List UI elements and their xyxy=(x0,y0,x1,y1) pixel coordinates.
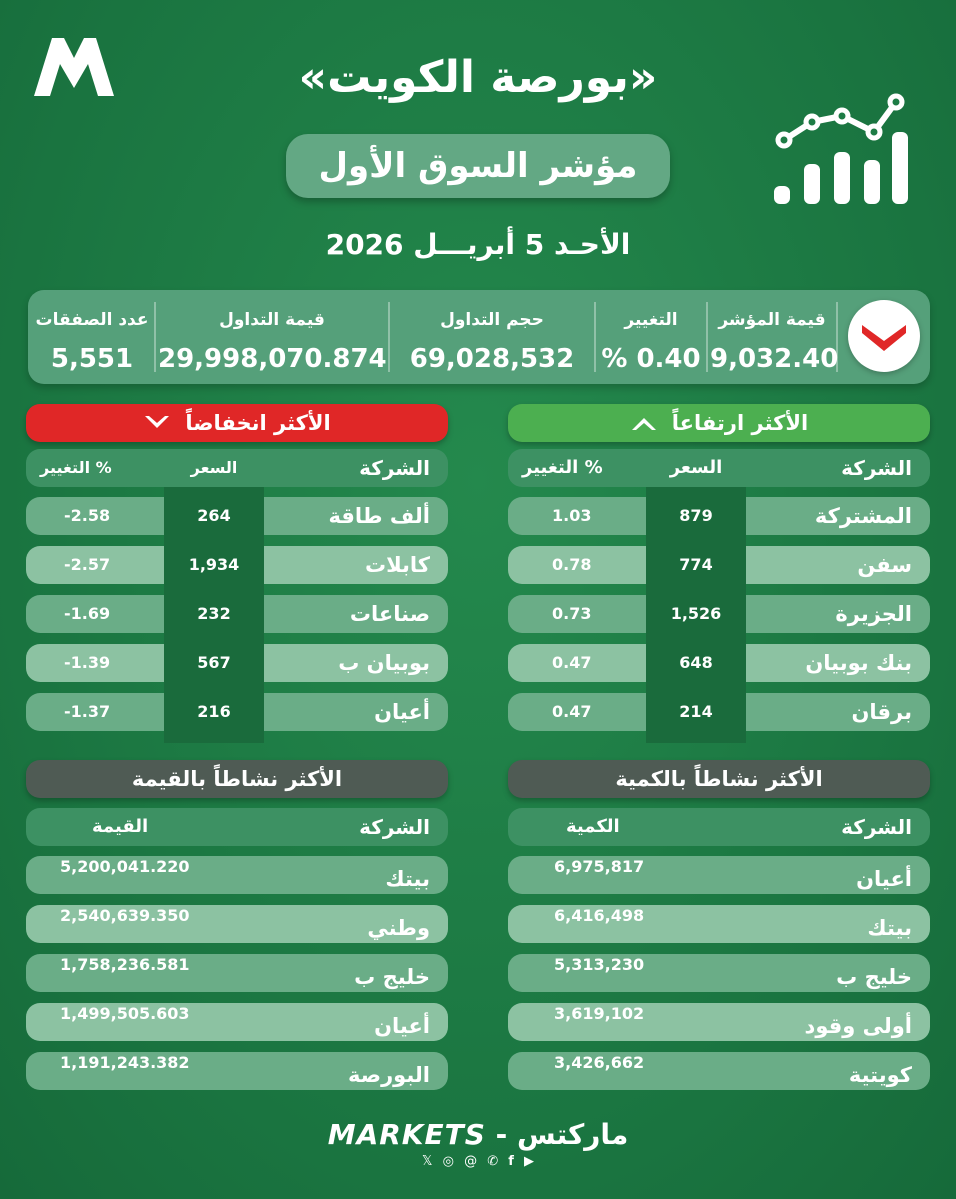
table-row xyxy=(508,1003,930,1041)
table-row xyxy=(508,954,930,992)
change-cell: 0.78 xyxy=(552,555,592,574)
gainers-table xyxy=(508,449,930,743)
col-price: السعر xyxy=(190,458,238,477)
price-cell: 216 xyxy=(164,693,264,731)
by-value-title: الأكثر نشاطاً بالقيمة xyxy=(131,767,343,791)
col-change: التغيير % xyxy=(522,457,603,478)
by-value-table xyxy=(26,808,448,1090)
facebook-icon[interactable]: f xyxy=(508,1154,514,1169)
by-quantity-title: الأكثر نشاطاً بالكمية xyxy=(615,767,823,791)
table-row xyxy=(508,856,930,894)
company-name: أولى وقود xyxy=(804,1014,912,1038)
losers-title: الأكثر انخفاضاً xyxy=(185,411,331,435)
change-cell: 0.47 xyxy=(552,702,592,721)
index-stats-bar xyxy=(28,290,930,384)
change-cell: -1.69 xyxy=(64,604,111,623)
stat-label: التغيير xyxy=(624,310,678,330)
table-header-row xyxy=(508,808,930,846)
price-cell: 648 xyxy=(646,644,746,682)
stat-label: عدد الصفقات xyxy=(35,310,149,330)
stat-value: 69,028,532 xyxy=(409,344,575,374)
table-row xyxy=(26,644,448,682)
stat-label: قيمة التداول xyxy=(219,310,325,330)
table-row xyxy=(508,644,930,682)
company-name: خليج ب xyxy=(836,965,912,989)
down-chevron-icon xyxy=(848,300,920,372)
price-cell: 1,526 xyxy=(646,595,746,633)
stat-label: قيمة المؤشر xyxy=(718,310,826,330)
page-title: «بورصة الكويت» xyxy=(298,52,658,103)
stat-value: % 0.40 xyxy=(601,344,701,374)
brand-arabic: ماركتس xyxy=(517,1118,629,1151)
table-row xyxy=(26,954,448,992)
col-price: السعر xyxy=(669,457,723,478)
table-row xyxy=(508,1052,930,1090)
table-row xyxy=(26,693,448,731)
change-cell: 0.47 xyxy=(552,653,592,672)
company-name: كابلات xyxy=(364,553,430,577)
company-name: أعيان xyxy=(374,700,430,724)
amount-cell: 5,200,041.220 xyxy=(60,857,190,876)
amount-cell: 2,540,639.350 xyxy=(60,906,190,925)
stat-value: 9,032.40 xyxy=(710,344,839,374)
stat-deals xyxy=(32,290,152,384)
col-amount: الكمية xyxy=(566,816,620,837)
company-name: سفن xyxy=(857,553,912,577)
company-name: المشتركة xyxy=(814,504,912,528)
table-row xyxy=(26,546,448,584)
date-label: الأحـد 5 أبريـــل 2026 xyxy=(325,228,631,261)
company-name: بيتك xyxy=(385,867,430,891)
gainers-header xyxy=(508,404,930,442)
company-name: الجزيرة xyxy=(835,602,912,626)
whatsapp-icon[interactable]: ✆ xyxy=(487,1154,499,1169)
instagram-icon[interactable]: ◎ xyxy=(442,1154,454,1169)
table-row xyxy=(26,595,448,633)
company-name: ألف طاقة xyxy=(328,504,430,528)
company-name: خليج ب xyxy=(354,965,430,989)
youtube-icon[interactable]: ▶ xyxy=(524,1154,535,1169)
amount-cell: 6,416,498 xyxy=(554,906,645,925)
amount-cell: 3,426,662 xyxy=(554,1053,645,1072)
by-quantity-header xyxy=(508,760,930,798)
price-cell: 774 xyxy=(646,546,746,584)
company-name: بيتك xyxy=(867,916,912,940)
col-company: الشركة xyxy=(841,456,912,480)
losers-table xyxy=(26,449,448,743)
col-company: الشركة xyxy=(359,456,430,480)
stat-index-value xyxy=(710,290,839,384)
table-row xyxy=(26,1052,448,1090)
stat-value: 29,998,070.874 xyxy=(158,344,387,374)
amount-cell: 1,499,505.603 xyxy=(60,1004,190,1023)
up-chevron-icon xyxy=(630,414,658,432)
stat-label: حجم التداول xyxy=(440,310,544,330)
change-cell: 0.73 xyxy=(552,604,592,623)
change-cell: -2.57 xyxy=(64,555,111,574)
table-row xyxy=(508,693,930,731)
table-row xyxy=(508,546,930,584)
col-company: الشركة xyxy=(841,815,912,839)
table-header-row xyxy=(508,449,930,487)
table-row xyxy=(508,497,930,535)
table-header-row xyxy=(26,449,448,487)
col-company: الشركة xyxy=(359,815,430,839)
amount-cell: 6,975,817 xyxy=(554,857,645,876)
amount-cell: 5,313,230 xyxy=(554,955,645,974)
col-amount: القيمة xyxy=(92,816,149,837)
table-row xyxy=(508,905,930,943)
table-header-row xyxy=(26,808,448,846)
table-row xyxy=(26,856,448,894)
by-value-header xyxy=(26,760,448,798)
col-change: التغيير % xyxy=(40,458,112,477)
amount-cell: 3,619,102 xyxy=(554,1004,645,1023)
change-cell: -1.37 xyxy=(64,702,111,721)
change-cell: 1.03 xyxy=(552,506,592,525)
price-cell: 567 xyxy=(164,644,264,682)
company-name: برقان xyxy=(851,700,912,724)
amount-cell: 1,191,243.382 xyxy=(60,1053,190,1072)
company-name: كويتية xyxy=(848,1063,912,1087)
table-row xyxy=(26,497,448,535)
brand-separator: - xyxy=(495,1118,508,1151)
company-name: أعيان xyxy=(374,1014,430,1038)
losers-header xyxy=(26,404,448,442)
change-cell: -1.39 xyxy=(64,653,111,672)
table-row xyxy=(508,595,930,633)
price-cell: 264 xyxy=(164,497,264,535)
company-name: البورصة xyxy=(348,1063,430,1087)
growth-chart-icon xyxy=(772,92,908,204)
company-name: بنك بوبيان xyxy=(805,651,912,675)
stat-value: 5,551 xyxy=(50,344,134,374)
price-cell: 1,934 xyxy=(164,546,264,584)
down-chevron-icon xyxy=(143,414,171,432)
price-cell: 232 xyxy=(164,595,264,633)
by-quantity-table xyxy=(508,808,930,1090)
footer-brand xyxy=(0,1118,956,1151)
change-cell: -2.58 xyxy=(64,506,111,525)
price-cell: 214 xyxy=(646,693,746,731)
gainers-title: الأكثر ارتفاعاً xyxy=(671,411,809,435)
x-icon[interactable]: 𝕏 xyxy=(421,1154,433,1169)
company-name: وطني xyxy=(367,916,430,940)
brand-english: MARKETS xyxy=(327,1118,486,1151)
stat-change xyxy=(598,290,704,384)
price-cell: 879 xyxy=(646,497,746,535)
threads-icon[interactable]: @ xyxy=(464,1154,478,1169)
index-name-badge: مؤشر السوق الأول xyxy=(286,134,670,198)
company-name: أعيان xyxy=(856,867,912,891)
stat-trade-value xyxy=(158,290,386,384)
amount-cell: 1,758,236.581 xyxy=(60,955,190,974)
table-row xyxy=(26,1003,448,1041)
company-name: صناعات xyxy=(349,602,430,626)
social-links xyxy=(0,1154,956,1169)
stat-volume xyxy=(392,290,592,384)
table-row xyxy=(26,905,448,943)
company-name: بوبيان ب xyxy=(338,651,430,675)
